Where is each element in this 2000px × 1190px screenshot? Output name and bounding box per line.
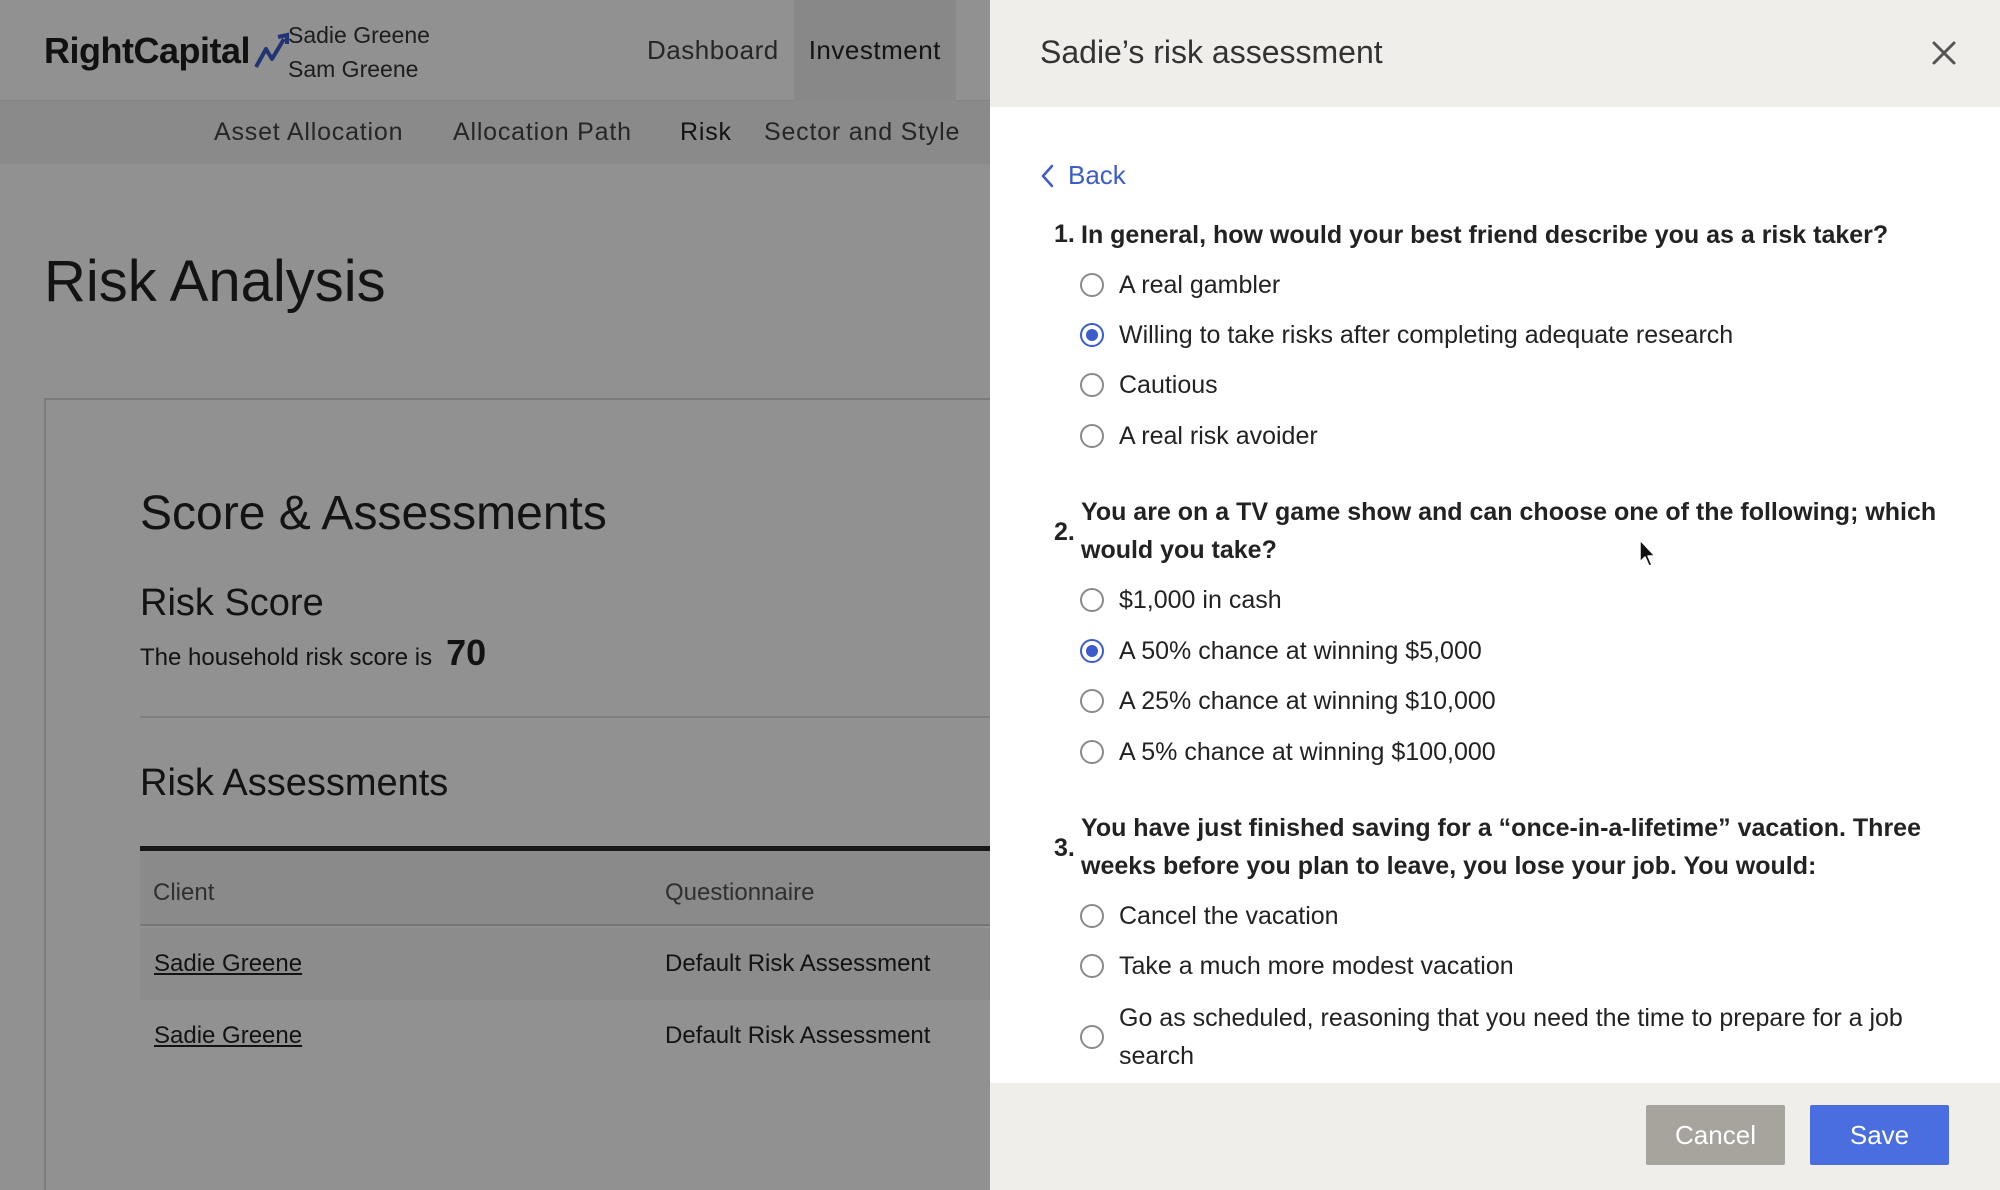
client-name-2: Sam Greene <box>288 56 419 82</box>
close-button[interactable] <box>1925 34 1963 72</box>
radio-button[interactable] <box>1080 689 1104 713</box>
answer-option[interactable] <box>1080 366 1218 404</box>
drawer-header <box>990 0 2000 107</box>
subnav-asset-allocation[interactable]: Asset Allocation <box>214 118 404 146</box>
answer-option[interactable] <box>1080 266 1280 304</box>
chevron-left-icon <box>1040 164 1054 188</box>
subnav-allocation-path[interactable]: Allocation Path <box>453 118 632 146</box>
question-number: 2. <box>1054 518 1075 546</box>
answer-option[interactable] <box>1080 733 1496 771</box>
back-label: Back <box>1068 160 1126 190</box>
subnav-sector-and-style[interactable]: Sector and Style <box>764 118 961 146</box>
radio-button-selected[interactable] <box>1080 639 1104 663</box>
answer-option[interactable] <box>1080 682 1496 720</box>
radio-button[interactable] <box>1080 1025 1104 1049</box>
radio-button[interactable] <box>1080 588 1104 612</box>
option-label: Go as scheduled, reasoning that you need the time to prepare for a job search <box>1119 1004 1903 1070</box>
client-name-1: Sadie Greene <box>288 22 430 48</box>
column-header-questionnaire: Questionnaire <box>665 879 815 906</box>
radio-button-selected[interactable] <box>1080 323 1104 347</box>
answer-option[interactable] <box>1080 632 1482 670</box>
drawer-title: Sadie’s risk assessment <box>1040 34 1383 70</box>
option-label: Take a much more modest vacation <box>1119 952 1514 980</box>
radio-button[interactable] <box>1080 954 1104 978</box>
modal-backdrop[interactable] <box>0 0 990 1190</box>
back-link[interactable] <box>1040 160 1126 191</box>
answer-option[interactable] <box>1080 316 1733 354</box>
section-title: Score & Assessments <box>140 487 607 540</box>
client-link[interactable]: Sadie Greene <box>154 950 303 977</box>
nav-investment[interactable]: Investment <box>794 0 956 101</box>
option-label: A real gambler <box>1119 271 1281 299</box>
answer-option[interactable] <box>1080 417 1318 455</box>
question-text: You are on a TV game show and can choose one of the following; which would you take? <box>1081 498 1937 564</box>
answer-option[interactable] <box>1080 947 1514 985</box>
option-label: Willing to take risks after completing adequate research <box>1119 321 1734 349</box>
page-title: Risk Analysis <box>44 249 386 314</box>
risk-score-text: The household risk score is <box>140 644 433 671</box>
question-number: 1. <box>1054 220 1075 248</box>
risk-assessment-drawer <box>990 0 2000 1190</box>
answer-option[interactable] <box>1080 897 1339 935</box>
cancel-button[interactable]: Cancel <box>1646 1105 1785 1165</box>
answer-option[interactable] <box>1080 581 1282 619</box>
option-label: Cancel the vacation <box>1119 902 1339 930</box>
questionnaire-cell: Default Risk Assessment <box>665 1022 931 1049</box>
question-number: 3. <box>1054 834 1075 862</box>
radio-button[interactable] <box>1080 373 1104 397</box>
client-link[interactable]: Sadie Greene <box>154 1022 303 1049</box>
risk-score-value: 70 <box>446 632 487 673</box>
logo-text: RightCapital <box>44 30 250 71</box>
risk-score-title: Risk Score <box>140 582 324 624</box>
option-label: A real risk avoider <box>1119 422 1318 450</box>
close-icon <box>1925 34 1963 72</box>
question-text: You have just finished saving for a “once-in-a-lifetime” vacation. Three weeks before you plan to leave, you lose your job. You would: <box>1081 814 1921 880</box>
questionnaire-cell: Default Risk Assessment <box>665 950 931 977</box>
save-button[interactable]: Save <box>1810 1105 1949 1165</box>
risk-assessments-title: Risk Assessments <box>140 762 449 804</box>
subnav-risk[interactable]: Risk <box>680 118 732 146</box>
radio-button[interactable] <box>1080 904 1104 928</box>
nav-dashboard[interactable]: Dashboard <box>647 35 779 65</box>
drawer-footer <box>990 1083 2000 1190</box>
question-text: In general, how would your best friend describe you as a risk taker? <box>1081 221 1889 249</box>
column-header-client: Client <box>153 879 215 906</box>
radio-button[interactable] <box>1080 424 1104 448</box>
option-label: Cautious <box>1119 371 1218 399</box>
option-label: $1,000 in cash <box>1119 586 1282 614</box>
option-label: A 5% chance at winning $100,000 <box>1119 738 1496 766</box>
option-label: A 25% chance at winning $10,000 <box>1119 687 1496 715</box>
option-label: A 50% chance at winning $5,000 <box>1119 637 1482 665</box>
radio-button[interactable] <box>1080 740 1104 764</box>
mouse-cursor-icon <box>1638 538 1658 568</box>
radio-button[interactable] <box>1080 273 1104 297</box>
answer-option[interactable] <box>1080 999 1960 1075</box>
